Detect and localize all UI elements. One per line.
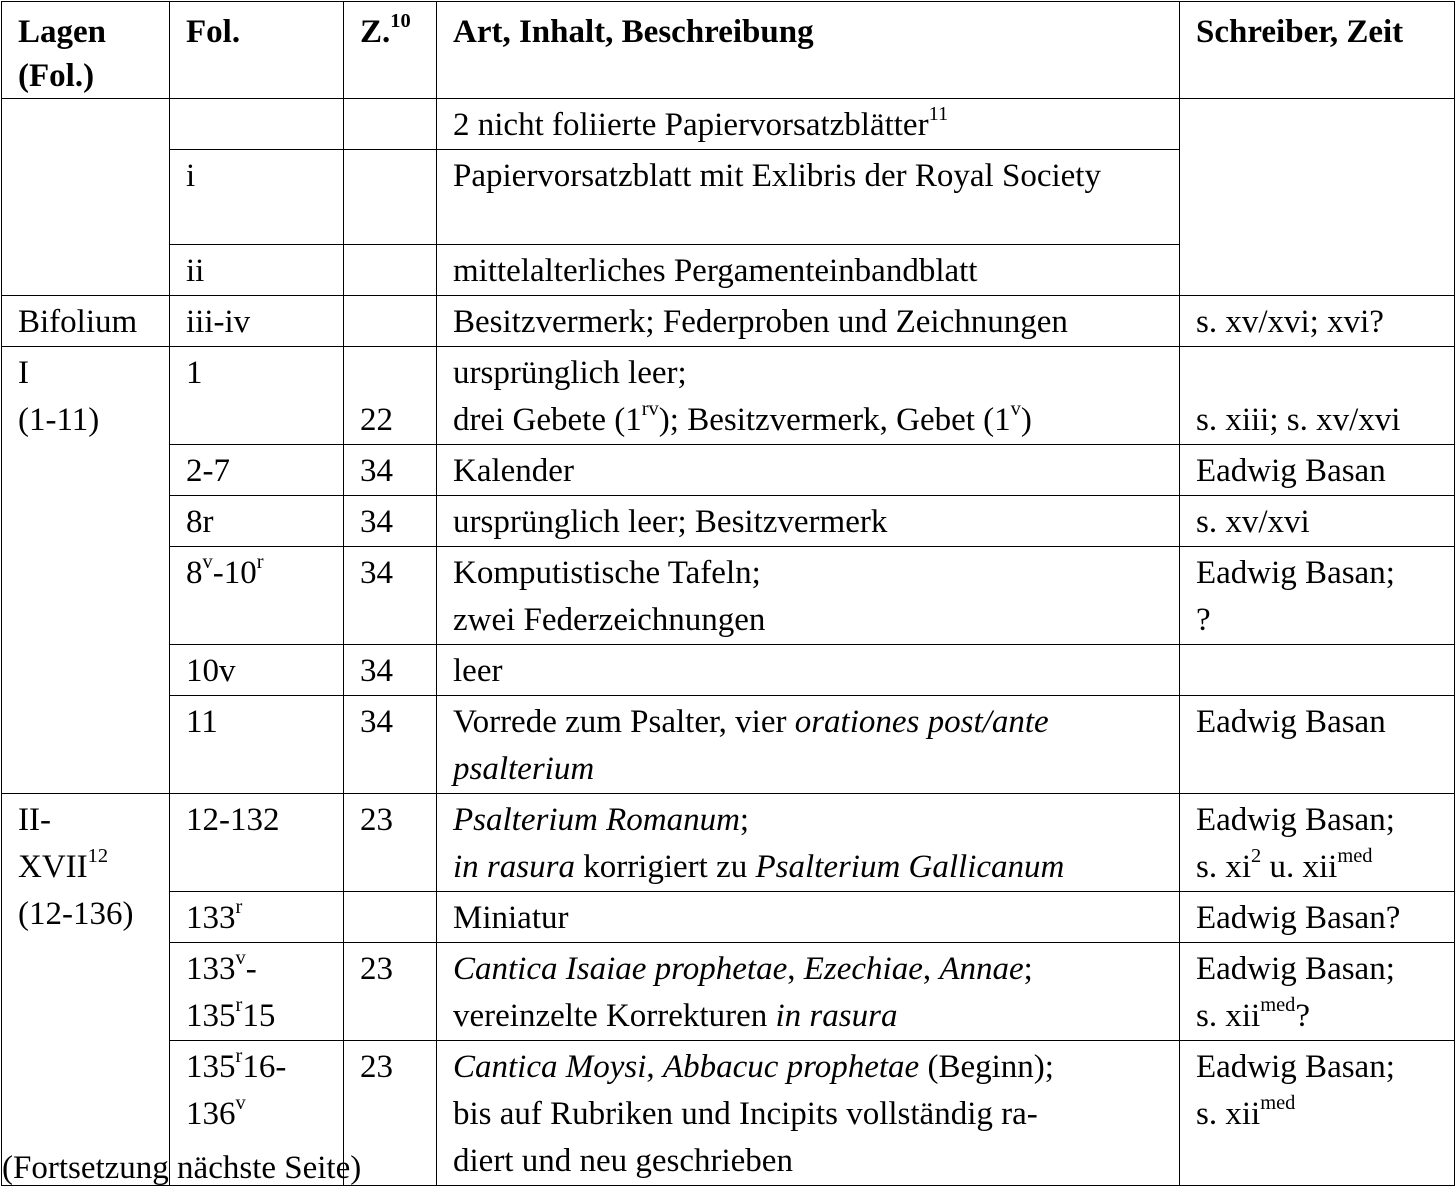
schreiber-cell bbox=[1180, 645, 1455, 696]
art-cell: ursprünglich leer; drei Gebete $(1^{rv})$; Besitzvermerk, Gebet (1$^v$) bbox=[437, 347, 1180, 445]
table-row bbox=[2, 696, 1455, 794]
col-header-lagen: Lagen (Fol.) bbox=[2, 2, 170, 99]
schreiber-cell: Eadwig Basan; ? bbox=[1180, 547, 1455, 645]
schreiber-cell: s. xiii; s. xv/xvi bbox=[1180, 347, 1455, 445]
schreiber-cell: Eadwig Basan bbox=[1180, 696, 1455, 794]
schreiber-cell: Eadwig Basan; s. $xi^2$ u. xii$^{med}$ bbox=[1180, 794, 1455, 892]
table-row bbox=[2, 645, 1455, 696]
art-cell: mittelalterliches Pergamenteinbandblatt bbox=[437, 245, 1180, 296]
table-row bbox=[2, 943, 1455, 1041]
table-row bbox=[2, 99, 1455, 150]
schreiber-cell: Eadwig Basan bbox=[1180, 445, 1455, 496]
z-cell bbox=[344, 99, 437, 150]
z-cell: 23 bbox=[344, 943, 437, 1041]
fol-cell bbox=[170, 99, 344, 150]
art-cell: Miniatur bbox=[437, 892, 1180, 943]
z-cell: 22 bbox=[344, 347, 437, 445]
lagen-cell: Bifolium bbox=[2, 296, 170, 347]
art-cell: leer bbox=[437, 645, 1180, 696]
fol-cell: 133$^v$- 135$^r$15 bbox=[170, 943, 344, 1041]
z-cell: 34 bbox=[344, 496, 437, 547]
art-cell: ursprünglich leer; Besitzvermerk bbox=[437, 496, 1180, 547]
z-cell bbox=[344, 245, 437, 296]
fol-cell: 11 bbox=[170, 696, 344, 794]
schreiber-cell bbox=[1180, 99, 1455, 296]
schreiber-cell: Eadwig Basan; s. xii$^{med}$ bbox=[1180, 1041, 1455, 1186]
schreiber-cell: Eadwig Basan; s. xii$^{med}$? bbox=[1180, 943, 1455, 1041]
manuscript-table bbox=[1, 1, 1455, 1186]
table-row bbox=[2, 794, 1455, 892]
art-cell: Psalterium Romanum; in rasura korrigiert zu Psalterium Gallicanum bbox=[437, 794, 1180, 892]
z-cell: 34 bbox=[344, 645, 437, 696]
col-header-art: Art, Inhalt, Beschreibung bbox=[437, 2, 1180, 99]
z-cell bbox=[344, 150, 437, 245]
fol-cell: 12-132 bbox=[170, 794, 344, 892]
z-cell: 23 bbox=[344, 794, 437, 892]
col-header-z: Z.$^{10}$ bbox=[344, 2, 437, 99]
art-cell: 2 nicht foliierte Papiervorsatzblätter$^{11}$ bbox=[437, 99, 1180, 150]
table-row bbox=[2, 547, 1455, 645]
schreiber-cell: Eadwig Basan? bbox=[1180, 892, 1455, 943]
continuation-note: (Fortsetzung nächste Seite) bbox=[2, 1150, 362, 1186]
col-header-fol: Fol. bbox=[170, 2, 344, 99]
z-cell bbox=[344, 892, 437, 943]
fol-cell: i bbox=[170, 150, 344, 245]
art-cell: Komputistische Tafeln; zwei Federzeichnungen bbox=[437, 547, 1180, 645]
col-header-schreiber: Schreiber, Zeit bbox=[1180, 2, 1455, 99]
z-cell bbox=[344, 296, 437, 347]
fol-cell: 8r bbox=[170, 496, 344, 547]
table-row bbox=[2, 296, 1455, 347]
fol-cell: 133$^r$ bbox=[170, 892, 344, 943]
fol-cell: 2-7 bbox=[170, 445, 344, 496]
schreiber-cell: s. xv/xvi bbox=[1180, 496, 1455, 547]
fol-cell: 10v bbox=[170, 645, 344, 696]
lagen-cell: II- XVII$^{12}$ (12-136) bbox=[2, 794, 170, 1186]
fol-cell: ii bbox=[170, 245, 344, 296]
z-cell: 34 bbox=[344, 547, 437, 645]
lagen-cell bbox=[2, 99, 170, 296]
fol-cell: 1 bbox=[170, 347, 344, 445]
art-cell: Cantica Isaiae prophetae, Ezechiae, Annae; vereinzelte Korrekturen in rasura bbox=[437, 943, 1180, 1041]
art-cell: Papiervorsatzblatt mit Exlibris der Royal Society bbox=[437, 150, 1180, 245]
table-header-row bbox=[2, 2, 1455, 99]
art-cell: Vorrede zum Psalter, vier orationes post/ante psalterium bbox=[437, 696, 1180, 794]
table-row bbox=[2, 496, 1455, 547]
z-cell: 34 bbox=[344, 696, 437, 794]
art-cell: Besitzvermerk; Federproben und Zeichnungen bbox=[437, 296, 1180, 347]
fol-cell: iii-iv bbox=[170, 296, 344, 347]
fol-cell: 135$^r$16- 136$^v$ bbox=[170, 1041, 344, 1186]
lagen-cell: I (1-11) bbox=[2, 347, 170, 794]
table-row bbox=[2, 347, 1455, 445]
table-row bbox=[2, 892, 1455, 943]
art-cell: Cantica Moysi, Abbacuc prophetae (Beginn); bis auf Rubriken und Incipits vollständig ra- diert und neu geschrieben bbox=[437, 1041, 1180, 1186]
table-row bbox=[2, 445, 1455, 496]
fol-cell: 8$^v$-10$^r$ bbox=[170, 547, 344, 645]
art-cell: Kalender bbox=[437, 445, 1180, 496]
z-cell: 34 bbox=[344, 445, 437, 496]
schreiber-cell: s. xv/xvi; xvi? bbox=[1180, 296, 1455, 347]
z-cell: 23 bbox=[344, 1041, 437, 1186]
